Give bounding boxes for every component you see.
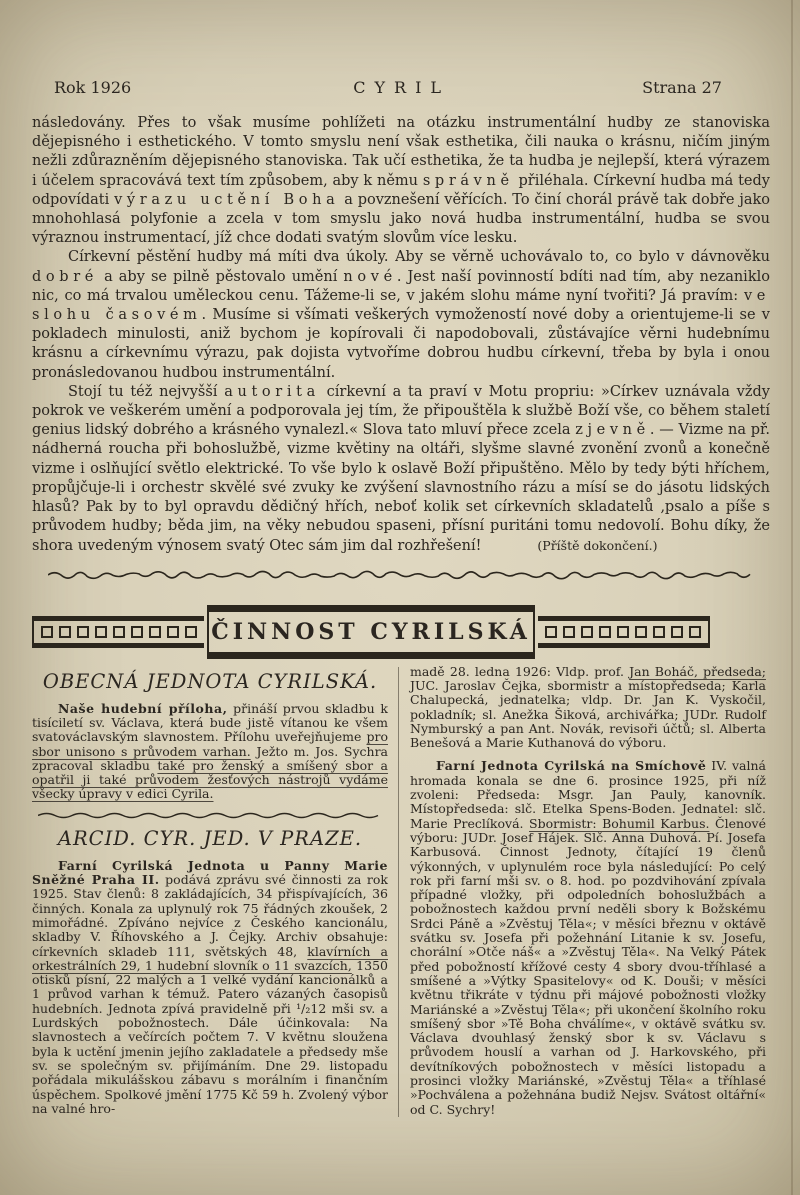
column-paragraph — [32, 859, 388, 1116]
section-title-box — [207, 605, 535, 659]
column-paragraph — [410, 759, 766, 1116]
ornament-square — [59, 626, 71, 638]
ornament-square — [131, 626, 143, 638]
text-segment: Církevní pěstění hudby má míti dva úkoly. Aby se věrně uchovávalo to, co bylo v dávnověku — [68, 249, 770, 266]
article-paragraph — [32, 114, 770, 248]
text-segment: podává zprávu své činnosti za rok 1925. Stav členů: 8 zakládajících, 34 přispívajících, 36 činných. Konala za uplynulý rok 75 řádných zkoušek, 2 mimořádné. Zpíváno nejvíce z Českého kancionálu, skladby V. Říhovského a J. Čejky. Archiv obsahuje: církevních skladeb 111, světských 48, — [32, 872, 388, 959]
ornament-square — [617, 626, 629, 638]
text-segment: Ježto m. Jos. Sychra zpracoval skladbu — [32, 743, 388, 773]
ornament-square — [77, 626, 89, 638]
text-segment: výrazu uctění Boha — [114, 191, 340, 208]
left-column — [32, 665, 388, 1117]
page-number: Strana 27 — [642, 78, 722, 97]
text-segment: Členové výboru: JUDr. Josef Hájek. Slč. Anna Duhová. Pí. Josefa Karbusová. Činnost Jednoty, čítající 19 členů výkonných, v uplynulém roce byla následující: Po celý rok při farní mši sv. o 8. hod. po pozdvihování zpívala případné vložky, při odpoledních bohoslužbách a pobožnostech každou první neděli sbory k Božskému Srdci Páně a »Zvěstuj Těla«; v měsíci březnu v oktávě svátku sv. Josefa při požehnání Litanie k sv. Josefu, chorální »Otče náš« a »Zvěstuj Těla«. Na Velký Pátek před pobožností křížové cesty 4 sbory dvou-tříhlasé a smíšené a »Výtky Spasitelovy« od K. Douši; v měsíci květnu třikráte v týdnu při májové pobožnosti vložky Mariánské a »Zvěstuj Těla«; při ukončení školního roku smíšený sbor »Tě Boha chválíme«, v oktávě svátku sv. Václava dvouhlasý ženský sbor k sv. Václavu s průvodem houslí a varhan od J. Harkovského, při devítníkových pobožnostech v měsíci listopadu a prosinci vložky Mariánské, »Zvěstuj Těla« a tříhlasé »Pochválena a požehnána budiž Nejsv. Svátost oltářní« od C. Sychry! — [410, 815, 766, 1117]
text-segment: a aby se pilně pěstovalo umění — [98, 268, 344, 285]
ornament-square — [95, 626, 107, 638]
text-segment: také pro ženský a smíšený sbor a opatřil ji také průvodem žesťových nástrojů vydáme všecky úpravy v edici Cyrila. — [32, 757, 389, 802]
text-segment: správně — [422, 172, 514, 189]
text-segment: klavírních a orkestrálních 29, 1 hudební slovník o 11 svazcích, — [32, 943, 388, 973]
masthead — [32, 78, 770, 97]
text-segment: madě 28. ledna 1926: Vldp. prof. — [410, 663, 630, 679]
ornament-right — [538, 616, 710, 648]
ornament-square — [149, 626, 161, 638]
two-column-area — [32, 665, 770, 1117]
text-segment: . — Vizme na př. nádherná roucha při bohoslužbě, vizme květiny na oltáři, slyšme slavné zvonění zvonů a konečně vizme i oslňující světlo elektrické. To vše bylo k oslavě Boží připuštěno. Mělo by tedy býti hříchem, propůjčuje-li i orchestr skvělé své zvuky ke zvýšení slavnostního rázu a mísí se do jásotu lidských hlasů? Pak by to byl opravdu dědičný hřích, neboť kolik set církevních skladatelů ‚psalo a píše s průvodem hudby; běda jim, na věky nebudou spaseni, přísní puritáni tomu nedovolí. Bohu díky, že shora uvedeným výnosem svatý Otec sám jim dal rozhřešení! — [32, 422, 770, 555]
heading-arcid-cyr-jed: ARCID. CYR. JED. V PRAZE. — [57, 826, 363, 850]
ornament-square — [653, 626, 665, 638]
text-segment: (Příště dokončení.) — [537, 538, 658, 554]
text-segment: ve slohu časovém — [32, 287, 770, 324]
text-segment: církevní a ta praví v Motu propriu: »Církev uznávala vždy pokrok ve veškerém umění a podporovala jej tím, že připouštěla k službě Boží vše, co během staletí genius lidský dobrého a krásného vynalezl.« Slova tato mluví přece zcela — [32, 383, 770, 439]
wavy-divider — [48, 570, 754, 580]
text-segment: IV. valná hromada konala se dne 6. prosince 1925, při níž zvoleni: Předseda: Msgr. Jan Pauly, kanovník. Místopředseda: slč. Etelka Spens-Boden. Jednatel: slč. Marie Preclíková. — [410, 758, 766, 831]
text-segment: a povznešení věřících. To činí chorál právě tak dobře jako mnohohlasá polyfonie a zcela v tom smyslu jako nová hudba instrumentální, hudba se svou výraznou instrumentací, jíž chce dodati svatým slovům více lesku. — [32, 191, 770, 247]
ornament-square — [635, 626, 647, 638]
text-segment: přiléhala. Církevní hudba má tedy odpovídati — [32, 172, 770, 208]
section-banner — [32, 605, 726, 659]
text-segment: dobré — [32, 268, 99, 285]
text-segment: Sbormistr: Bohumil Karbus. — [529, 815, 710, 831]
text-segment: JUC. Jaroslav Čejka, sbormistr a místopředseda; Karla Chalupecká, jednatelka; vldp. Dr. Jan K. Vyskočil, pokladník; sl. Anežka Šiková, archivářka; JUDr. Rudolf Nymburský a pan Ant. Novák, revisoři účtů; sl. Alberta Benešová a Marie Kuthanová do výboru. — [410, 677, 766, 751]
text-segment: Naše hudební příloha, — [58, 700, 228, 716]
text-segment: . Musíme si všímati veškerých vymožeností nové doby a orientujeme-li se v pokladech minulosti, aniž bychom je kopírovali či napodobovali, zůstávajíce věrni hudebnímu krásnu a církevnímu výrazu, pak dojista vytvoříme dobrou hudbu církevní, třeba by byla i onou pronásledovanou hudbou instrumentální. — [32, 307, 771, 381]
text-segment: Stojí tu též nejvyšší — [68, 383, 225, 400]
right-column — [410, 665, 766, 1117]
text-segment: Farní Cyrilská Jednota u Panny Marie Sněžné Praha II. — [32, 857, 388, 888]
text-segment: následovány. Přes to však musíme pohlížeti na otázku instrumentální hudby ze stanoviska dějepisného i esthetického. V tomto smyslu není však esthetika, čili nauka o krásnu, ničím jiným nežli zdůrazněním dějepisného stanoviska. Tak učí esthetika, že ta hudba je nejlepší, která výrazem i účelem spracovává text tím způsobem, aby k němu — [32, 115, 770, 189]
ornament-square — [185, 626, 197, 638]
volume-year: Rok 1926 — [54, 78, 132, 97]
ornament-square — [563, 626, 575, 638]
ornament-square — [599, 626, 611, 638]
heading-obecna-jednota: OBECNÁ JEDNOTA CYRILSKÁ. — [42, 669, 378, 693]
text-segment: 1350 otisků písní, 22 malých a 1 velké vydání kancionálků a 1 průvod varhan k témuž. Patero vázaných časopisů hudebních. Jednota zpívá pravidelně při ¹/₂12 mši sv. a Lurdských pobožnostech. Dále účinkovala: Na slavnostech a večírcích počtem 7. V květnu sloužena byla k uctění jmenin jejího zakladatele a předsedy mše sv. se společným sv. přijímáním. Dne 29. listopadu pořádala mikulášskou zábavu s morálním i finančním úspěchem. Spolkové jmění 1775 Kč 59 h. Zvolený výbor na valné hro- — [32, 957, 388, 1116]
ornament-left — [32, 616, 204, 648]
text-segment: Farní Jednota Cyrilská na Smíchově — [436, 758, 707, 774]
text-segment: přináší prvou skladbu k tisíciletí sv. Václava, která bude jistě vítanou ke všem svatováclavským slavnostem. Přílohu uveřejňujeme — [32, 700, 388, 745]
column-paragraph — [32, 702, 388, 802]
text-segment: autorita — [224, 383, 320, 400]
column-rule — [398, 667, 399, 1117]
ornament-square — [167, 626, 179, 638]
ornament-square — [113, 626, 125, 638]
column-paragraph — [410, 665, 766, 751]
text-segment: zjevně — [575, 422, 650, 439]
text-segment: nové — [343, 268, 397, 285]
ornament-square — [671, 626, 683, 638]
article-paragraph — [32, 248, 770, 382]
ornament-square — [545, 626, 557, 638]
journal-title: CYRIL — [353, 78, 451, 97]
lead-article — [32, 114, 770, 557]
wavy-divider-small — [38, 811, 382, 820]
ornament-square — [581, 626, 593, 638]
text-segment: Jan Boháč, předseda; — [629, 663, 766, 679]
ornament-square — [41, 626, 53, 638]
article-paragraph — [32, 383, 770, 557]
section-title: ČINNOST CYRILSKÁ — [211, 618, 531, 645]
text-segment: pro sbor unisono s průvodem varhan. — [32, 729, 388, 759]
ornament-square — [689, 626, 701, 638]
text-segment: . Jest naší povinností bdíti nad tím, aby nezaniklo nic, co má trvalou uměleckou cenu. Tážeme-li se, v jakém slohu máme nyní tvořiti? Já pravím: — [32, 268, 770, 304]
